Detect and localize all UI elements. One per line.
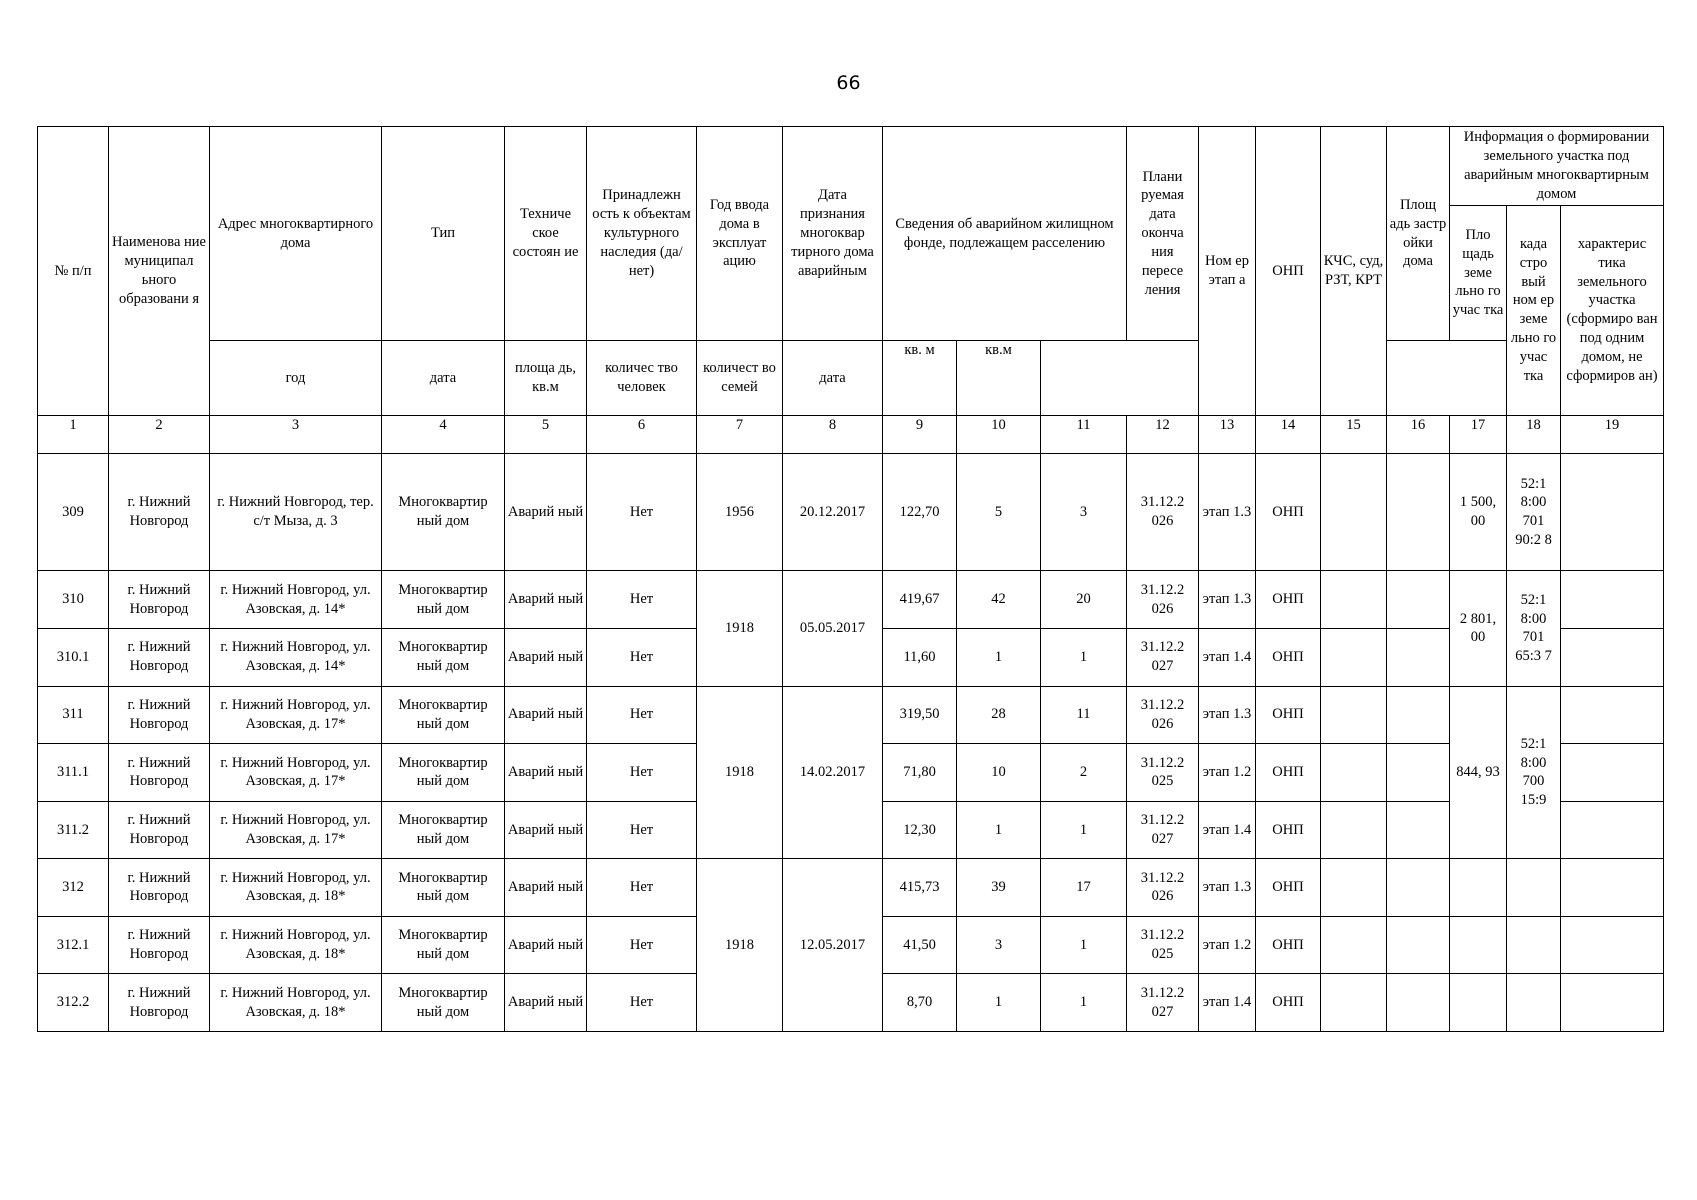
cell-stage: этап 1.4 (1199, 801, 1256, 859)
cell-area: 415,73 (883, 859, 957, 917)
column-number: 8 (783, 415, 883, 453)
cell-type: Многоквартир ный дом (382, 628, 505, 686)
cell-people: 39 (957, 859, 1041, 917)
cell-onp: ОНП (1256, 454, 1321, 571)
cell-onp: ОНП (1256, 744, 1321, 802)
cell-planned: 31.12.2 027 (1127, 628, 1199, 686)
header-sub-date: дата (382, 341, 505, 416)
cell-area: 419,67 (883, 571, 957, 629)
column-number: 17 (1450, 415, 1507, 453)
cell-addr: г. Нижний Новгород, ул. Азовская, д. 18* (210, 974, 382, 1032)
cell-stage: этап 1.2 (1199, 744, 1256, 802)
column-number-row (38, 415, 1664, 453)
header-built-area: Площ адь застр ойки дома (1387, 127, 1450, 341)
header-onp: ОНП (1256, 127, 1321, 416)
column-number: 14 (1256, 415, 1321, 453)
cell-people: 1 (957, 801, 1041, 859)
cell-stage: этап 1.3 (1199, 571, 1256, 629)
cell-heritage: Нет (587, 571, 697, 629)
cell-people: 28 (957, 686, 1041, 744)
header-unit-17: кв.м (957, 341, 1041, 416)
cell-cond: Аварий ный (505, 801, 587, 859)
column-number: 11 (1041, 415, 1127, 453)
cell-stage: этап 1.4 (1199, 974, 1256, 1032)
header-sub-families: количест во семей (697, 341, 783, 416)
cell-area: 319,50 (883, 686, 957, 744)
cell-onp: ОНП (1256, 916, 1321, 974)
cell-land-characteristics (1561, 916, 1664, 974)
cell-built-area (1387, 454, 1450, 571)
column-number: 5 (505, 415, 587, 453)
cell-built-area (1387, 974, 1450, 1032)
cell-land-characteristics (1561, 571, 1664, 629)
cell-cadastral (1507, 859, 1561, 917)
header-housing-info: Сведения об аварийном жилищном фонде, подлежащем расселению (883, 127, 1127, 341)
cell-addr: г. Нижний Новгород, ул. Азовская, д. 14* (210, 628, 382, 686)
cell-planned: 31.12.2 025 (1127, 744, 1199, 802)
cell-families: 1 (1041, 974, 1127, 1032)
header-type: Тип (382, 127, 505, 341)
cell-kchs (1321, 859, 1387, 917)
cell-built-area (1387, 859, 1450, 917)
cell-planned: 31.12.2 027 (1127, 974, 1199, 1032)
cell-cond: Аварий ный (505, 916, 587, 974)
cell-land-area (1450, 859, 1507, 917)
cell-onp: ОНП (1256, 801, 1321, 859)
column-number: 10 (957, 415, 1041, 453)
cell-land-area: 2 801, 00 (1450, 571, 1507, 686)
table-row (38, 571, 1664, 629)
cell-people: 10 (957, 744, 1041, 802)
header-recognition-date: Дата признания многоквар тирного дома аварийным (783, 127, 883, 341)
header-unit-16: кв. м (883, 341, 957, 416)
cell-onp: ОНП (1256, 628, 1321, 686)
cell-area: 11,60 (883, 628, 957, 686)
header-land-info: Информация о формировании земельного участка под аварийным многоквартирным домом (1450, 127, 1664, 206)
cell-kchs (1321, 801, 1387, 859)
cell-addr: г. Нижний Новгород, ул. Азовская, д. 18* (210, 859, 382, 917)
cell-land-area (1450, 974, 1507, 1032)
cell-cond: Аварий ный (505, 454, 587, 571)
cell-built-area (1387, 744, 1450, 802)
column-number: 3 (210, 415, 382, 453)
cell-area: 122,70 (883, 454, 957, 571)
cell-families: 1 (1041, 628, 1127, 686)
cell-mun: г. Нижний Новгород (109, 744, 210, 802)
column-number: 13 (1199, 415, 1256, 453)
column-number: 15 (1321, 415, 1387, 453)
cell-heritage: Нет (587, 744, 697, 802)
cell-heritage: Нет (587, 454, 697, 571)
cell-stage: этап 1.3 (1199, 686, 1256, 744)
cell-kchs (1321, 744, 1387, 802)
cell-num: 309 (38, 454, 109, 571)
cell-planned: 31.12.2 025 (1127, 916, 1199, 974)
cell-onp: ОНП (1256, 571, 1321, 629)
cell-type: Многоквартир ный дом (382, 974, 505, 1032)
cell-heritage: Нет (587, 916, 697, 974)
cell-type: Многоквартир ный дом (382, 916, 505, 974)
cell-kchs (1321, 916, 1387, 974)
cell-land-characteristics (1561, 454, 1664, 571)
table-row (38, 454, 1664, 571)
cell-recognition-date: 05.05.2017 (783, 571, 883, 686)
cell-year: 1918 (697, 571, 783, 686)
cell-families: 17 (1041, 859, 1127, 917)
cell-type: Многоквартир ный дом (382, 571, 505, 629)
cell-addr: г. Нижний Новгород, ул. Азовская, д. 17* (210, 801, 382, 859)
cell-cadastral: 52:1 8:00 700 15:9 (1507, 686, 1561, 859)
column-number: 4 (382, 415, 505, 453)
header-address: Адрес многоквартирного дома (210, 127, 382, 341)
cell-kchs (1321, 454, 1387, 571)
cell-num: 311 (38, 686, 109, 744)
cell-heritage: Нет (587, 628, 697, 686)
header-kchs: КЧС, суд, РЗТ, КРТ (1321, 127, 1387, 416)
cell-num: 310.1 (38, 628, 109, 686)
cell-type: Многоквартир ный дом (382, 744, 505, 802)
cell-type: Многоквартир ный дом (382, 454, 505, 571)
cell-built-area (1387, 801, 1450, 859)
cell-year: 1918 (697, 859, 783, 1032)
cell-stage: этап 1.3 (1199, 454, 1256, 571)
header-heritage: Принадлежн ость к объектам культурного наследия (да/нет) (587, 127, 697, 341)
cell-heritage: Нет (587, 859, 697, 917)
cell-recognition-date: 12.05.2017 (783, 859, 883, 1032)
cell-type: Многоквартир ный дом (382, 686, 505, 744)
cell-mun: г. Нижний Новгород (109, 801, 210, 859)
header-sub-area: площа дь, кв.м (505, 341, 587, 416)
cell-built-area (1387, 571, 1450, 629)
cell-people: 1 (957, 628, 1041, 686)
cell-cond: Аварий ный (505, 859, 587, 917)
cell-planned: 31.12.2 026 (1127, 686, 1199, 744)
column-number: 2 (109, 415, 210, 453)
cell-land-characteristics (1561, 801, 1664, 859)
cell-cond: Аварий ный (505, 744, 587, 802)
cell-people: 3 (957, 916, 1041, 974)
cell-mun: г. Нижний Новгород (109, 628, 210, 686)
header-planned-date: Плани руемая дата оконча ния пересе ления (1127, 127, 1199, 341)
cell-mun: г. Нижний Новгород (109, 974, 210, 1032)
column-number: 18 (1507, 415, 1561, 453)
cell-families: 2 (1041, 744, 1127, 802)
column-number: 6 (587, 415, 697, 453)
column-number: 12 (1127, 415, 1199, 453)
cell-num: 312.2 (38, 974, 109, 1032)
cell-cond: Аварий ный (505, 974, 587, 1032)
cell-addr: г. Нижний Новгород, ул. Азовская, д. 14* (210, 571, 382, 629)
cell-cond: Аварий ный (505, 628, 587, 686)
cell-area: 12,30 (883, 801, 957, 859)
cell-cadastral (1507, 974, 1561, 1032)
cell-families: 1 (1041, 916, 1127, 974)
cell-land-characteristics (1561, 974, 1664, 1032)
cell-planned: 31.12.2 026 (1127, 454, 1199, 571)
cell-planned: 31.12.2 027 (1127, 801, 1199, 859)
cell-heritage: Нет (587, 686, 697, 744)
cell-type: Многоквартир ный дом (382, 801, 505, 859)
header-land-area: Пло щадь земе льно го учас тка (1450, 205, 1507, 340)
column-number: 16 (1387, 415, 1450, 453)
cell-addr: г. Нижний Новгород, ул. Азовская, д. 17* (210, 686, 382, 744)
cell-area: 8,70 (883, 974, 957, 1032)
cell-land-characteristics (1561, 859, 1664, 917)
cell-land-area (1450, 916, 1507, 974)
header-sub-year: год (210, 341, 382, 416)
cell-built-area (1387, 686, 1450, 744)
cell-heritage: Нет (587, 974, 697, 1032)
column-number: 9 (883, 415, 957, 453)
header-sub-people: количес тво человек (587, 341, 697, 416)
cell-mun: г. Нижний Новгород (109, 859, 210, 917)
table-row (38, 859, 1664, 917)
column-number: 7 (697, 415, 783, 453)
cell-built-area (1387, 916, 1450, 974)
cell-cadastral: 52:1 8:00 701 90:2 8 (1507, 454, 1561, 571)
cell-mun: г. Нижний Новгород (109, 686, 210, 744)
cell-planned: 31.12.2 026 (1127, 859, 1199, 917)
table-row (38, 686, 1664, 744)
cell-families: 3 (1041, 454, 1127, 571)
cell-addr: г. Нижний Новгород, тер. с/т Мыза, д. 3 (210, 454, 382, 571)
cell-stage: этап 1.4 (1199, 628, 1256, 686)
cell-addr: г. Нижний Новгород, ул. Азовская, д. 17* (210, 744, 382, 802)
cell-year: 1956 (697, 454, 783, 571)
cell-land-characteristics (1561, 628, 1664, 686)
cell-people: 5 (957, 454, 1041, 571)
cell-num: 310 (38, 571, 109, 629)
cell-area: 41,50 (883, 916, 957, 974)
header-condition: Техниче ское состоян ие (505, 127, 587, 341)
cell-heritage: Нет (587, 801, 697, 859)
cell-year: 1918 (697, 686, 783, 859)
cell-num: 311.1 (38, 744, 109, 802)
cell-cadastral (1507, 916, 1561, 974)
cell-people: 1 (957, 974, 1041, 1032)
cell-num: 312.1 (38, 916, 109, 974)
cell-land-characteristics (1561, 744, 1664, 802)
cell-land-area: 1 500, 00 (1450, 454, 1507, 571)
column-number: 19 (1561, 415, 1664, 453)
cell-stage: этап 1.2 (1199, 916, 1256, 974)
cell-cond: Аварий ный (505, 686, 587, 744)
cell-land-area: 844, 93 (1450, 686, 1507, 859)
cell-mun: г. Нижний Новгород (109, 916, 210, 974)
emergency-housing-table (37, 126, 1664, 1032)
cell-type: Многоквартир ный дом (382, 859, 505, 917)
header-num: № п/п (38, 127, 109, 416)
column-number: 1 (38, 415, 109, 453)
cell-families: 11 (1041, 686, 1127, 744)
cell-mun: г. Нижний Новгород (109, 571, 210, 629)
cell-families: 1 (1041, 801, 1127, 859)
cell-kchs (1321, 686, 1387, 744)
header-commission-year: Год ввода дома в эксплуат ацию (697, 127, 783, 341)
cell-cond: Аварий ный (505, 571, 587, 629)
cell-num: 312 (38, 859, 109, 917)
cell-planned: 31.12.2 026 (1127, 571, 1199, 629)
cell-families: 20 (1041, 571, 1127, 629)
cell-addr: г. Нижний Новгород, ул. Азовская, д. 18* (210, 916, 382, 974)
cell-onp: ОНП (1256, 859, 1321, 917)
cell-recognition-date: 14.02.2017 (783, 686, 883, 859)
header-municipality: Наименова ние муниципал ьного образовани я (109, 127, 210, 416)
header-stage-number: Ном ер этап а (1199, 127, 1256, 416)
page-number: 66 (836, 72, 861, 94)
cell-people: 42 (957, 571, 1041, 629)
cell-num: 311.2 (38, 801, 109, 859)
cell-land-characteristics (1561, 686, 1664, 744)
cell-kchs (1321, 571, 1387, 629)
cell-kchs (1321, 974, 1387, 1032)
header-sub-planned: дата (783, 341, 883, 416)
cell-mun: г. Нижний Новгород (109, 454, 210, 571)
cell-onp: ОНП (1256, 686, 1321, 744)
cell-onp: ОНП (1256, 974, 1321, 1032)
cell-kchs (1321, 628, 1387, 686)
cell-area: 71,80 (883, 744, 957, 802)
header-cadastral: када стро вый ном ер земе льно го учас тка (1507, 205, 1561, 415)
cell-cadastral: 52:1 8:00 701 65:3 7 (1507, 571, 1561, 686)
header-land-characteristics: характерис тика земельного участка (сформиро ван под одним домом, не сформиров ан) (1561, 205, 1664, 415)
cell-built-area (1387, 628, 1450, 686)
cell-stage: этап 1.3 (1199, 859, 1256, 917)
cell-recognition-date: 20.12.2017 (783, 454, 883, 571)
